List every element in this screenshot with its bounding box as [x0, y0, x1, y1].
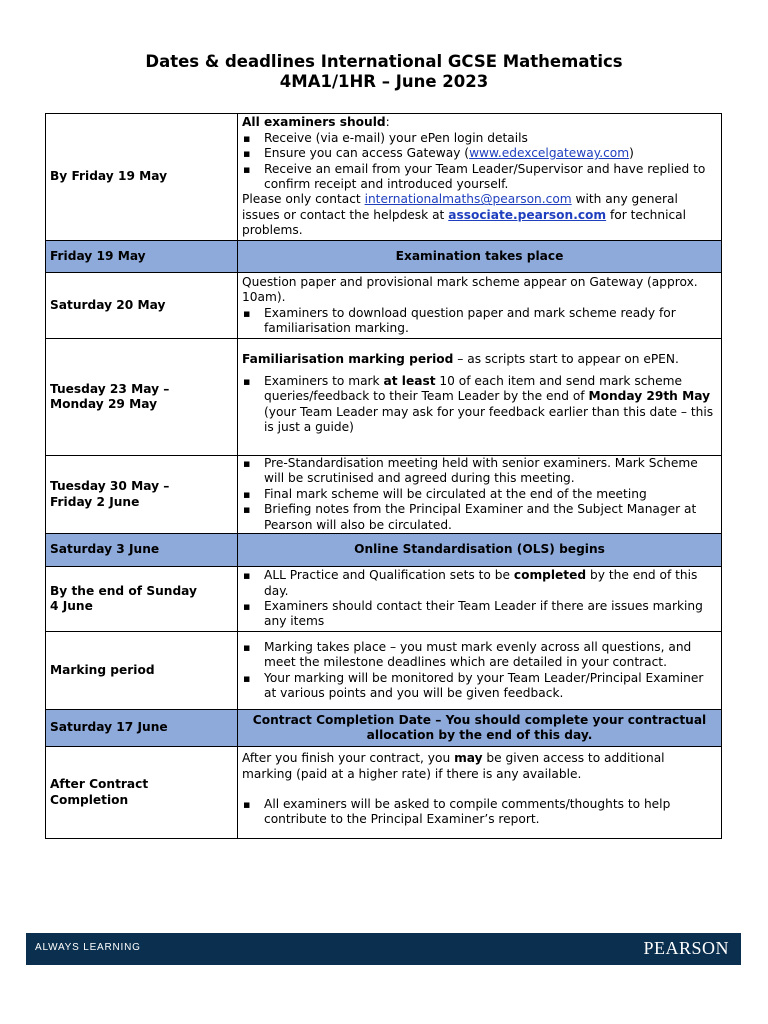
detail-cell: Examination takes place — [238, 241, 722, 273]
list-item: ▪ Pre-Standardisation meeting held with senior examiners. Mark Scheme will be scrutinised and agreed during this meeting. — [242, 456, 717, 487]
detail-cell — [238, 456, 722, 534]
detail-cell: Contract Completion Date – You should complete your contractual allocation by the end of this day. — [238, 710, 722, 747]
pearson-logo: PEARSON — [643, 938, 729, 958]
bullet-list — [242, 374, 717, 436]
list-item: ▪ Receive an email from your Team Leader/Supervisor and have replied to confirm receipt and introduced yourself. — [242, 162, 717, 193]
title-line-1: Dates & deadlines International GCSE Mathematics — [145, 52, 623, 71]
detail-cell — [238, 632, 722, 710]
detail-cell — [238, 747, 722, 839]
detail-paragraph: Familiarisation marking period – as scripts start to appear on ePEN. — [242, 352, 679, 367]
detail-cell — [238, 273, 722, 339]
document-title — [0, 52, 768, 92]
date-cell: Saturday 20 May — [46, 273, 238, 339]
date-cell: Tuesday 30 May – Friday 2 June — [46, 456, 238, 534]
detail-cell — [238, 114, 722, 241]
date-cell: After Contract Completion — [46, 747, 238, 839]
date-cell: Marking period — [46, 632, 238, 710]
date-cell: By Friday 19 May — [46, 114, 238, 241]
detail-cell: Online Standardisation (OLS) begins — [238, 534, 722, 567]
table-row — [46, 114, 722, 241]
table-row — [46, 339, 722, 456]
detail-paragraph: Please only contact internationalmaths@pearson.com with any general issues or contact the helpdesk at associate.pearson.com for technical problems. — [242, 192, 687, 238]
list-item: ▪ Examiners to download question paper and mark scheme ready for familiarisation marking. — [242, 306, 717, 337]
schedule-table — [45, 113, 722, 839]
bullet-list — [242, 131, 717, 193]
table-row — [46, 632, 722, 710]
detail-heading: All examiners should: — [242, 115, 390, 130]
list-item: ▪ Briefing notes from the Principal Examiner and the Subject Manager at Pearson will also be circulated. — [242, 502, 717, 533]
helpdesk-link[interactable]: associate.pearson.com — [448, 207, 607, 222]
list-item: ▪ Marking takes place – you must mark evenly across all questions, and meet the milestone deadlines which are detailed in your contract. — [242, 640, 717, 671]
detail-cell — [238, 339, 722, 456]
footer-tagline: ALWAYS LEARNING — [35, 942, 141, 953]
list-item: ▪ Receive (via e-mail) your ePen login details — [242, 131, 717, 146]
list-item: ▪ Final mark scheme will be circulated at the end of the meeting — [242, 487, 717, 502]
date-cell: Saturday 3 June — [46, 534, 238, 567]
detail-paragraph: After you finish your contract, you may be given access to additional marking (paid at a higher rate) if there is any available. — [242, 751, 665, 781]
table-row — [46, 273, 722, 339]
bullet-list — [242, 640, 717, 702]
list-item: ▪ Examiners should contact their Team Leader if there are issues marking any items — [242, 599, 717, 630]
list-item: ▪ Your marking will be monitored by your Team Leader/Principal Examiner at various points and you will be given feedback. — [242, 671, 717, 702]
table-row — [46, 534, 722, 567]
detail-cell — [238, 567, 722, 632]
list-item: ▪ All examiners will be asked to compile comments/thoughts to help contribute to the Principal Examiner’s report. — [242, 797, 717, 828]
bullet-list — [242, 568, 717, 630]
bullet-list — [242, 306, 717, 337]
table-row — [46, 241, 722, 273]
footer-banner — [26, 933, 741, 965]
gateway-link[interactable]: www.edexcelgateway.com — [469, 146, 630, 161]
title-line-2: 4MA1/1HR – June 2023 — [279, 72, 489, 91]
detail-paragraph: Question paper and provisional mark scheme appear on Gateway (approx. 10am). — [242, 274, 698, 305]
list-item: ▪ Examiners to mark at least 10 of each item and send mark scheme queries/feedback to their Team Leader by the end of Monday 29th May (your Team Leader may ask for your feedback earlier than this date – this is just a guide) — [242, 374, 717, 436]
date-cell: Friday 19 May — [46, 241, 238, 273]
table-row — [46, 747, 722, 839]
date-cell: Tuesday 23 May – Monday 29 May — [46, 339, 238, 456]
list-item: ▪ Ensure you can access Gateway (www.edexcelgateway.com) — [242, 146, 717, 161]
email-link[interactable]: internationalmaths@pearson.com — [364, 192, 572, 207]
date-cell: By the end of Sunday 4 June — [46, 567, 238, 632]
date-cell: Saturday 17 June — [46, 710, 238, 747]
list-item: ▪ ALL Practice and Qualification sets to be completed by the end of this day. — [242, 568, 717, 599]
table-row — [46, 567, 722, 632]
table-row — [46, 710, 722, 747]
table-row — [46, 456, 722, 534]
bullet-list — [242, 797, 717, 828]
bullet-list — [242, 456, 717, 533]
